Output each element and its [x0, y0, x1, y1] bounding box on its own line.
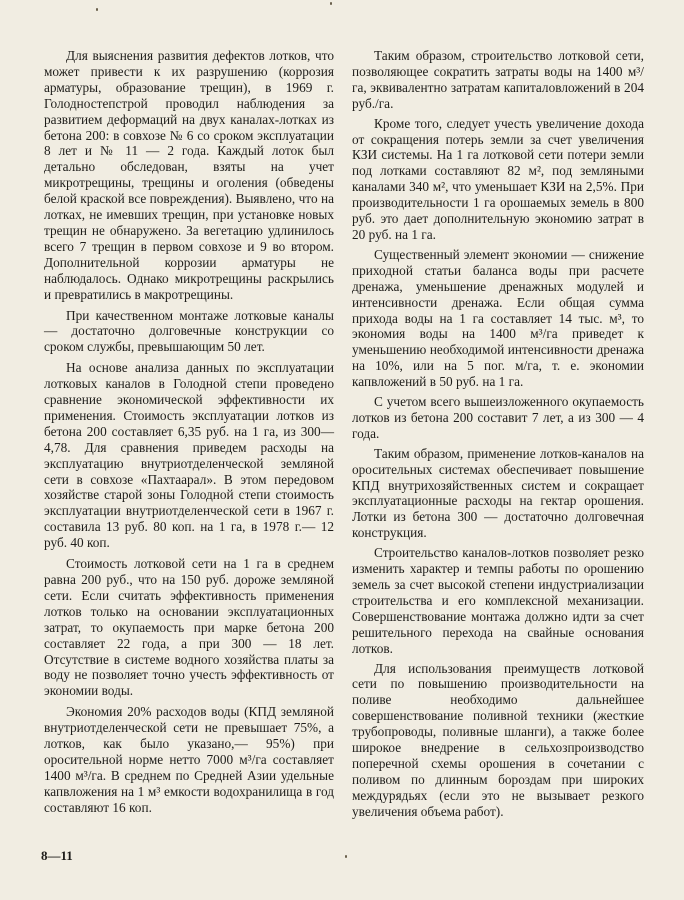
paragraph: Существенный элемент экономии — снижение приходной статьи баланса воды при расчете дренажа, уменьшение дренажных модулей и интенсивности дренажа. Если общая сумма прихода воды на 1 га составляет 14 тыс. м³, то экономия воды на 1400 м³/га приведет к уменьшению необходимой интенсивности дренажа на 10%, или на 5 пог. м/га, т. е. экономии капвложений в 50 руб. на 1 га.: [352, 246, 644, 390]
paragraph: Таким образом, строительство лотковой сети, позволяющее сократить затраты воды на 1400 м³/га, эквивалентно затратам капиталовложений в 204 руб./га.: [352, 48, 644, 111]
right-text-column: [352, 48, 644, 824]
left-text-column: [44, 48, 334, 821]
paragraph: При качественном монтаже лотковые каналы — достаточно долговечные конструкции со сроком службы, превышающим 50 лет.: [44, 307, 334, 355]
paragraph: На основе анализа данных по эксплуатации лотковых каналов в Голодной степи проведено сравнение экономической эффективности их применения. Стоимость эксплуатации лотков из бетона 200 составляет 6,35 руб. на 1 га, из 300—4,78. Для сравнения приведем расходы на эксплуатацию внутриотделенческой земляной сети в совхозе «Пахтаарал». В этом передовом хозяйстве старой зоны Голодной степи стоимость эксплуатации внутриотделенческой сети в 1967 г. составила 13 руб. 80 коп. на 1 га, в 1978 г.— 12 руб. 40 коп.: [44, 360, 334, 551]
paragraph: Кроме того, следует учесть увеличение дохода от сокращения потерь земли за счет увеличения КЗИ системы. На 1 га лотковой сети потери земли под лотками составляют 82 м², под земляными каналами 340 м², что уменьшает КЗИ на 2,5%. При производительности 1 га орошаемых земель в 800 руб. это дает дополнительную экономию затрат в 20 руб. на 1 га.: [352, 115, 644, 242]
paragraph: Экономия 20% расходов воды (КПД земляной внутриотделенческой сети не превышает 75%, а лотков, как было указано,— 95%) при оросительной норме нетто 7000 м³/га составляет 1400 м³/га. В среднем по Средней Азии удельные капвложения на 1 м³ емкости водохранилища в год составляют 16 коп.: [44, 704, 334, 815]
page-folio: 8—11: [41, 848, 73, 863]
paragraph: Для использования преимуществ лотковой сети по повышению производительности на поливе необходимо дальнейшее совершенствование поливной техники (жесткие трубопроводы, поливные шланги), а также более широкое внедрение в сельхозпроизводство поперечной схемы орошения в сочетании с поливом по длинным бороздам при широких междурядьях (если это не вызывает резкого увеличения объема работ).: [352, 660, 644, 819]
paragraph: Стоимость лотковой сети на 1 га в среднем равна 200 руб., что на 150 руб. дороже земляной сети. Если считать эффективность применения лотков только на основании эксплуатационных затрат, то окупаемость при марке бетона 200 составляет 22 года, а при 300 — 18 лет. Отсутствие в системе водного хозяйства платы за воду не позволяет точно учесть эффективность от экономии воды.: [44, 556, 334, 699]
paragraph: Для выяснения развития дефектов лотков, что может привести к их разрушению (коррозия арматуры, образование трещин), в 1969 г. Голодностепстрой проводил наблюдения за развитием деформаций на двух каналах-лотках из бетона 200: в совхозе № 6 со сроком эксплуатации 8 лет и № 11 — 2 года. Каждый лоток был детально обследован, взяты на учет микротрещины, трещины и оголения (обведены белой краской все повреждения). Выявлено, что на лотках, не имевших трещин, при установке новых трещин не обнаружено. За вегетацию удлинилось всего 7 трещин в первом совхозе и 9 во втором. Дополнительной коррозии арматуры не наблюдалось. Однако микротрещины раскрылись и превратились в макротрещины.: [44, 48, 334, 302]
paragraph: Таким образом, применение лотков-каналов на оросительных системах обеспечивает повышение КПД внутрихозяйственных систем и сокращает эксплуатационные расходы на гектар орошения. Лотки из бетона 300 — достаточно долговечная конструкция.: [352, 445, 644, 541]
print-speck: [330, 2, 332, 5]
print-speck: [345, 855, 347, 858]
paragraph: Строительство каналов-лотков позволяет резко изменить характер и темпы работы по орошению земель за счет высокой степени индустриализации строительства и его комплексной механизации. Совершенствование монтажа должно идти за счет решительного перехода на свайные основания лотков.: [352, 545, 644, 656]
print-speck: [96, 8, 98, 11]
paragraph: С учетом всего вышеизложенного окупаемость лотков из бетона 200 составит 7 лет, а из 300 — 4 года.: [352, 394, 644, 441]
